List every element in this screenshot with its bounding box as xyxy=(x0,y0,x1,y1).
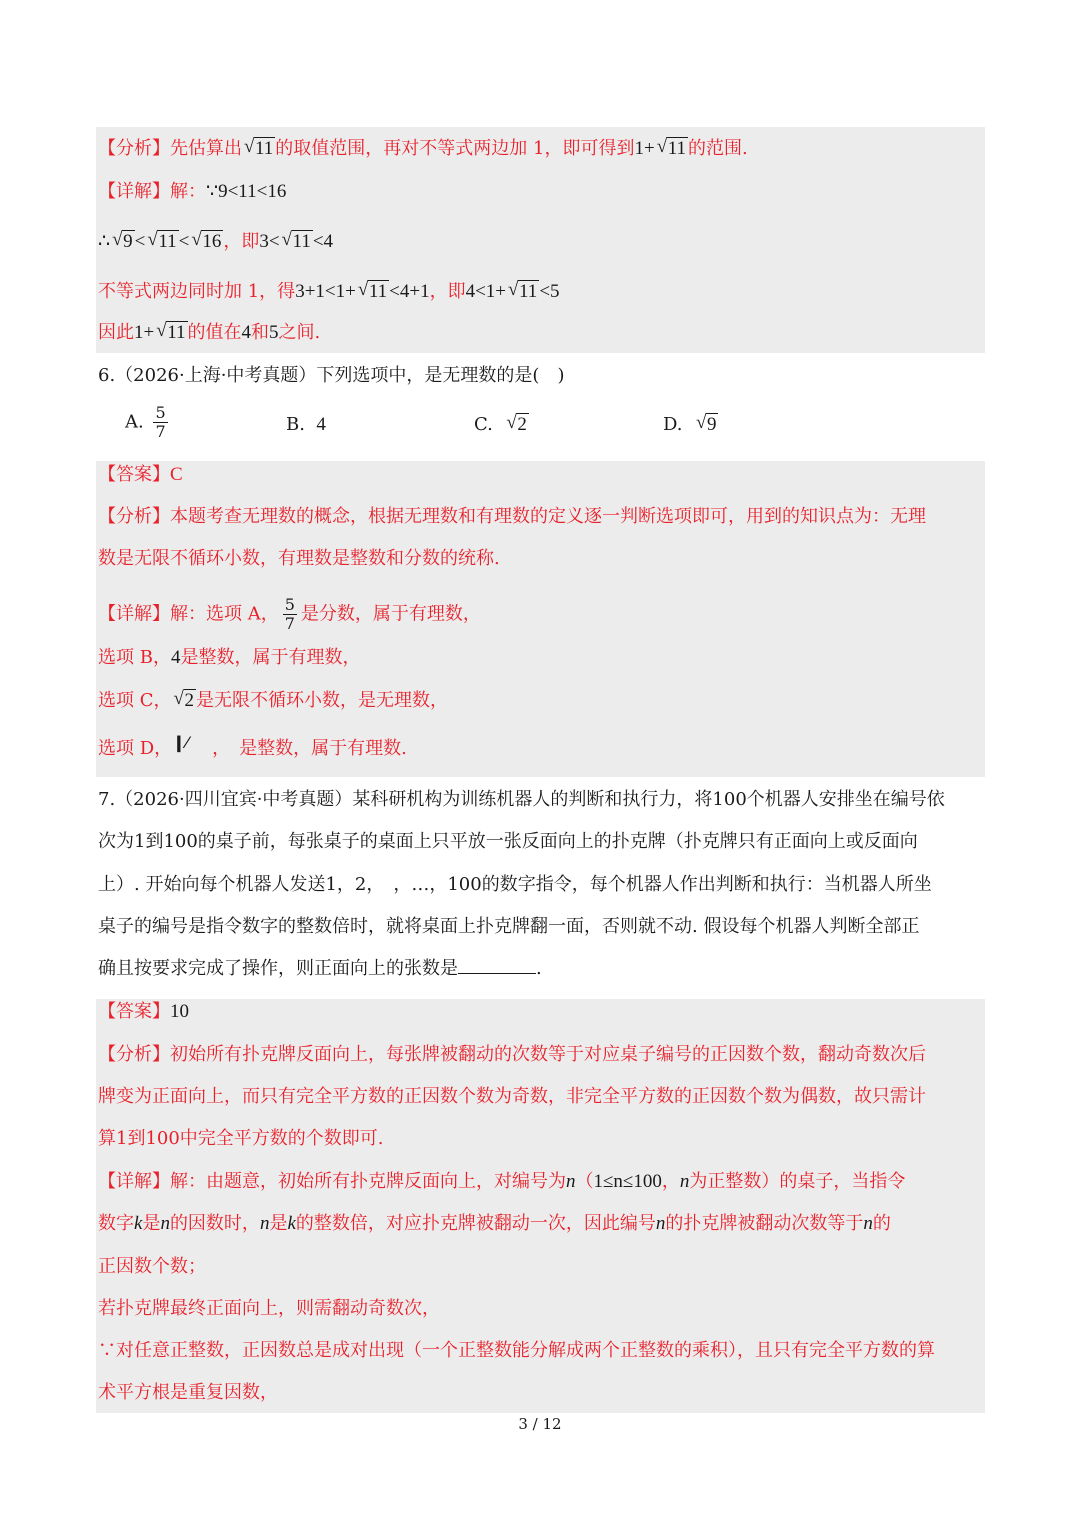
question-6-stem: 6.（2026·上海·中考真题）下列选项中，是无理数的是( ) xyxy=(98,365,565,386)
detail-line-q7-2: 数字k是n的因数时，n是k的整数倍，对应扑克牌被翻动一次，因此编号n的扑克牌被翻动次数等于n的 xyxy=(98,1213,891,1234)
option-d: D. √ 9 xyxy=(663,412,717,435)
detail-line-q7-3: 正因数个数； xyxy=(98,1256,206,1277)
detail-line-q6: 【详解】解：选项 A， $\frac{5}{7}$ 是分数，属于有理数， xyxy=(98,595,481,633)
analysis-line-q5: 【分析】先估算出 √ 11 的取值范围，再对不等式两边加 1，即可得到1+ √ 11 的范围. xyxy=(98,136,748,159)
detail-line-q5: 【详解】解：∵9<11<16 xyxy=(98,181,287,202)
question-7-line-5: 确且按要求完成了操作，则正面向上的张数是 . xyxy=(98,958,542,979)
detail-tag: 【详解】 xyxy=(98,181,170,202)
fraction: $\frac{5}{7}$ xyxy=(155,403,166,441)
analysis-line-q6-2: 数是无限不循环小数，有理数是整数和分数的统称. xyxy=(98,548,500,569)
detail-line-q7-6: 术平方根是重复因数， xyxy=(98,1382,278,1403)
detail-line-q5-4: 因此1+ √ 11 的值在4和5之间. xyxy=(98,320,321,343)
analysis-line-q7: 【分析】初始所有扑克牌反面向上，每张牌被翻动的次数等于对应桌子编号的正因数个数，翻动奇数次后 xyxy=(98,1044,926,1065)
detail-line-q5-2: ∴ √ 9 < √ 11 < √ 16 ，即3< √ 11 <4 xyxy=(98,229,334,252)
detail-line-q7-5: ∵对任意正整数，正因数总是成对出现（一个正整数能分解成两个正整数的乘积），且只有完全平方数的算 xyxy=(98,1340,935,1361)
option-a: A. $\frac{5}{7}$ xyxy=(125,403,166,441)
question-7-line-4: 桌子的编号是指令数字的整数倍时，就将桌面上扑克牌翻一面，否则就不动. 假设每个机器人判断全部正 xyxy=(98,916,920,937)
detail-line-q6-b: 选项 B，4是整数，属于有理数， xyxy=(98,647,361,668)
sqrt-expression: √ 11 xyxy=(656,136,686,159)
detail-line-q7: 【详解】解：由题意，初始所有扑克牌反面向上，对编号为n（1≤n≤100，n为正整数）的桌子，当指令 xyxy=(98,1171,906,1192)
question-7-line-3: 上）. 开始向每个机器人发送1，2， ，…，100的数字指令，每个机器人作出判断和执行：当机器人所坐 xyxy=(98,874,932,895)
answer-line-q7: 【答案】10 xyxy=(98,1001,189,1022)
option-b: B. 4 xyxy=(286,414,326,435)
option-c: C. √ 2 xyxy=(474,412,527,435)
analysis-line-q6: 【分析】本题考查无理数的概念，根据无理数和有理数的定义逐一判断选项即可，用到的知识点为：无理 xyxy=(98,506,926,527)
detail-line-q5-3: 不等式两边同时加 1，得3+1<1+ √ 11 <4+1，即4<1+ √ 11 <5 xyxy=(98,279,560,302)
detail-line-q6-d: 选项 D，❙⁄ ， 是整数，属于有理数. xyxy=(98,733,407,759)
question-7-line-2: 次为1到100的桌子前，每张桌子的桌面上只平放一张反面向上的扑克牌（扑克牌只有正面向上或反面向 xyxy=(98,831,918,852)
detail-line-q7-4: 若扑克牌最终正面向上，则需翻动奇数次， xyxy=(98,1298,440,1319)
page-number: 3 / 12 xyxy=(518,1415,562,1433)
answer-blank xyxy=(458,957,536,974)
detail-line-q6-c: 选项 C， √ 2 是无限不循环小数，是无理数， xyxy=(98,688,448,711)
analysis-line-q7-2: 牌变为正面向上，而只有完全平方数的正因数个数为奇数，非完全平方数的正因数个数为偶数，故只需计 xyxy=(98,1086,926,1107)
analysis-line-q7-3: 算1到100中完全平方数的个数即可. xyxy=(98,1128,384,1149)
sqrt-expression: √ 11 xyxy=(244,136,274,159)
smudged-formula-icon: ❙⁄ xyxy=(172,733,189,752)
question-7-line-1: 7.（2026·四川宜宾·中考真题）某科研机构为训练机器人的判断和执行力，将100个机器人安排坐在编号依 xyxy=(98,789,945,810)
answer-line-q6: 【答案】C xyxy=(98,464,183,485)
analysis-tag: 【分析】 xyxy=(98,138,170,159)
